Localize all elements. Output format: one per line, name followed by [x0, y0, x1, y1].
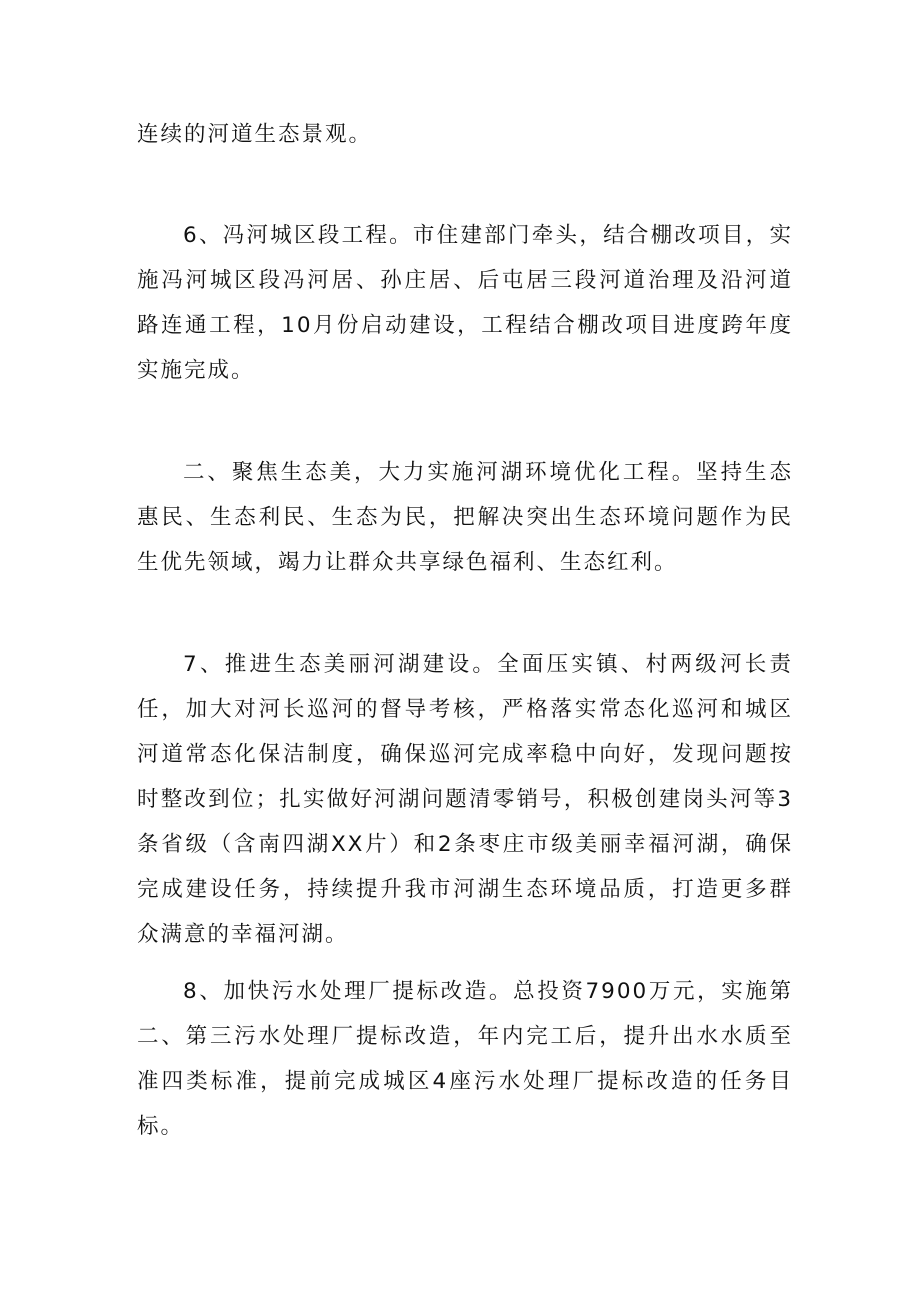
paragraph-item-8: 8、加快污水处理厂提标改造。总投资7900万元，实施第二、第三污水处理厂提标改造，年内完工后，提升出水水质至准四类标准，提前完成城区4座污水处理厂提标改造的任务目标。: [137, 979, 793, 1139]
paragraph-section-2: 二、聚焦生态美，大力实施河湖环境优化工程。坚持生态惠民、生态利民、生态为民，把解决突出生态环境问题作为民生优先领域，竭力让群众共享绿色福利、生态红利。: [137, 460, 793, 575]
paragraph-continuation: 连续的河道生态景观。: [137, 122, 373, 147]
paragraph-item-7: 7、推进生态美丽河湖建设。全面压实镇、村两级河长责任，加大对河长巡河的督导考核，严格落实常态化巡河和城区河道常态化保洁制度，确保巡河完成率稳中向好，发现问题按时整改到位；扎实做好河湖问题清零销号，积极创建岗头河等3条省级（含南四湖XX片）和2条枣庄市级美丽幸福河湖，确保完成建设任务，持续提升我市河湖生态环境品质，打造更多群众满意的幸福河湖。: [137, 652, 793, 947]
paragraph-item-6: 6、冯河城区段工程。市住建部门牵头，结合棚改项目，实施冯河城区段冯河居、孙庄居、后屯居三段河道治理及沿河道路连通工程，10月份启动建设，工程结合棚改项目进度跨年度实施完成。: [137, 223, 793, 383]
